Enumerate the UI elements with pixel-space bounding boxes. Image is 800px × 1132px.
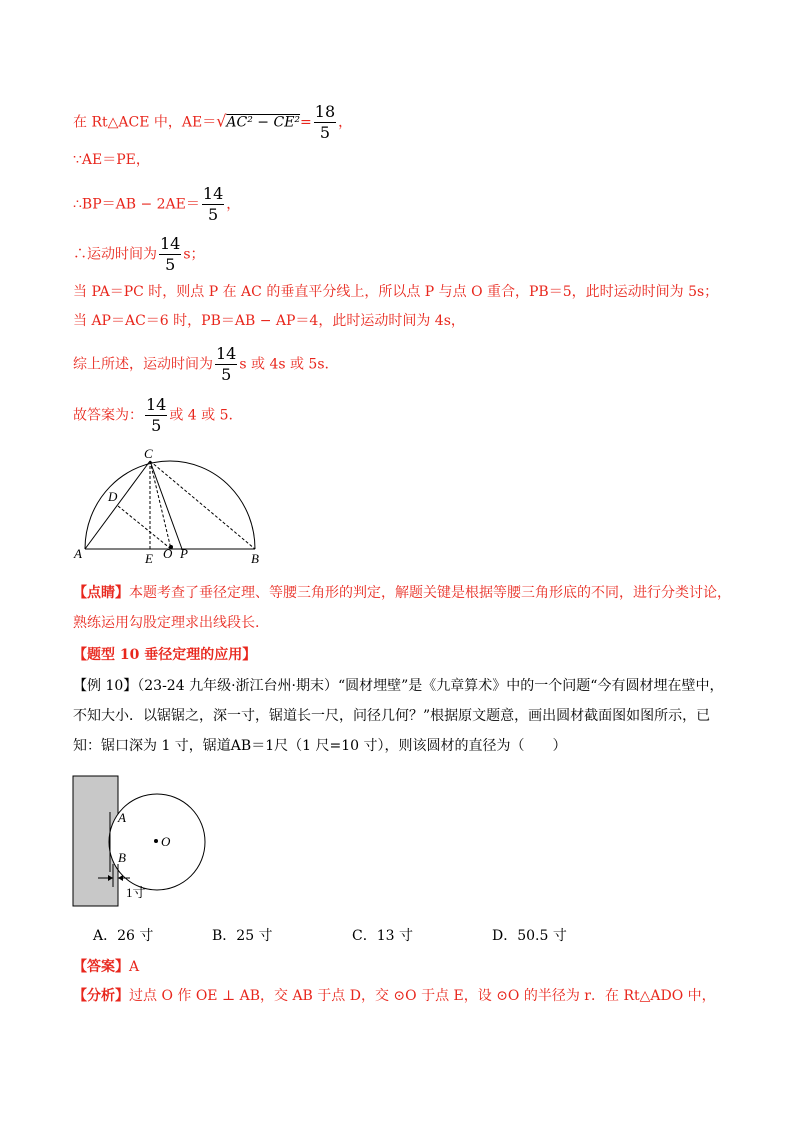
semicircle-figure [70, 446, 270, 566]
answer-value: A [129, 959, 140, 975]
semicircle-arc [85, 461, 255, 549]
text: ∴BP＝AB − 2AE＝ [73, 196, 200, 213]
analysis-text: 过点 O 作 OE ⊥ AB，交 AB 于点 D，交 ⊙O 于点 E，设 ⊙O 的半径为 r．在 Rt△ADO 中， [129, 988, 716, 1004]
text: s； [183, 246, 205, 263]
option-d[interactable]: D．50.5 寸 [492, 928, 567, 944]
arrowhead-right [118, 875, 123, 881]
solution-line-3 [73, 184, 240, 225]
label-A: A [74, 546, 82, 561]
denominator: 5 [314, 122, 336, 143]
fraction [215, 344, 237, 385]
option-c[interactable]: C．13 寸 [352, 928, 413, 944]
analysis-line [73, 986, 716, 1006]
solution-line-6: 当 AP＝AC＝6 时，PB＝AB − AP＝4，此时运动时间为 4s， [73, 313, 465, 329]
option-a[interactable]: A．26 寸 [93, 928, 154, 944]
analysis-tag: 【分析】 [73, 988, 129, 1004]
example-paragraph [73, 671, 733, 761]
text: 综上所述，运动时间为 [73, 356, 213, 373]
fraction [314, 102, 336, 143]
label-E: E [145, 551, 153, 566]
radicand: AC² − CE² [226, 114, 301, 131]
solution-line-8 [73, 395, 233, 436]
section-title: 【题型 10 垂径定理的应用】 [73, 647, 257, 663]
text: s 或 4s 或 5s. [239, 356, 329, 373]
wall-circle-figure [70, 772, 210, 912]
answer-tag: 【答案】 [73, 959, 129, 975]
solution-line-2: ∵AE＝PE， [73, 152, 150, 168]
center-point-O2 [154, 839, 158, 843]
denominator: 5 [159, 254, 181, 275]
example-tag: 【例 10】 [73, 678, 138, 694]
solution-line-1: 在 Rt△ACE 中，AE＝√AC² − CE²= $\frac{18}{5}$ ， [73, 102, 353, 142]
numerator: 14 [160, 234, 181, 253]
label-C: C [144, 446, 153, 461]
text: ， [338, 114, 353, 131]
solution-line-7 [73, 344, 329, 385]
text: ∴运动时间为 [73, 246, 157, 263]
label-O2: O [161, 834, 171, 849]
segment-DO [118, 506, 171, 549]
numerator: 18 [314, 102, 336, 121]
example-text: （23-24 九年级·浙江台州·期末）“圆材埋壁”是《九章算术》中的一个问题“今有圆材埋在壁中，不知大小．以锯锯之，深一寸，锯道长一尺，问径几何？”根据原文题意，画出圆材截面图如图所示，已知：锯口深为 1 寸，锯道AB＝1尺（1 尺=10 寸），则该圆材的直径为（ ） [73, 678, 724, 754]
comment-paragraph [73, 578, 733, 638]
label-depth: 1寸 [126, 885, 146, 900]
comment-text: 本题考查了垂径定理、等腰三角形的判定，解题关键是根据等腰三角形底的不同，进行分类讨论，熟练运用勾股定理求出线段长. [73, 585, 731, 631]
label-P: P [180, 546, 188, 561]
solution-line-4 [73, 234, 205, 275]
label-O: O [163, 546, 173, 561]
text: ， [226, 196, 241, 213]
text: = [300, 114, 312, 131]
text: 或 4 或 5. [169, 407, 233, 424]
solution-line-5: 当 PA＝PC 时，则点 P 在 AC 的垂直平分线上，所以点 P 与点 O 重合，PB＝5，此时运动时间为 5s； [73, 284, 719, 300]
label-B2: B [118, 850, 126, 865]
numerator: 14 [216, 344, 237, 363]
numerator: 14 [146, 395, 167, 414]
denominator: 5 [202, 204, 224, 225]
comment-tag: 【点睛】 [73, 585, 129, 601]
fraction [202, 184, 224, 225]
fraction [159, 234, 181, 275]
option-b[interactable]: B．25 寸 [212, 928, 273, 944]
text: 在 Rt△ACE 中，AE＝ [73, 114, 217, 131]
label-D: D [108, 489, 118, 504]
denominator: 5 [145, 415, 167, 436]
label-B: B [251, 551, 259, 566]
segment-AC [85, 461, 150, 549]
text: 故答案为： [73, 407, 143, 424]
fraction [145, 395, 167, 436]
denominator: 5 [215, 364, 237, 385]
label-A2: A [118, 810, 126, 825]
answer-line [73, 957, 139, 977]
segment-CO [150, 461, 171, 549]
numerator: 14 [202, 184, 224, 203]
